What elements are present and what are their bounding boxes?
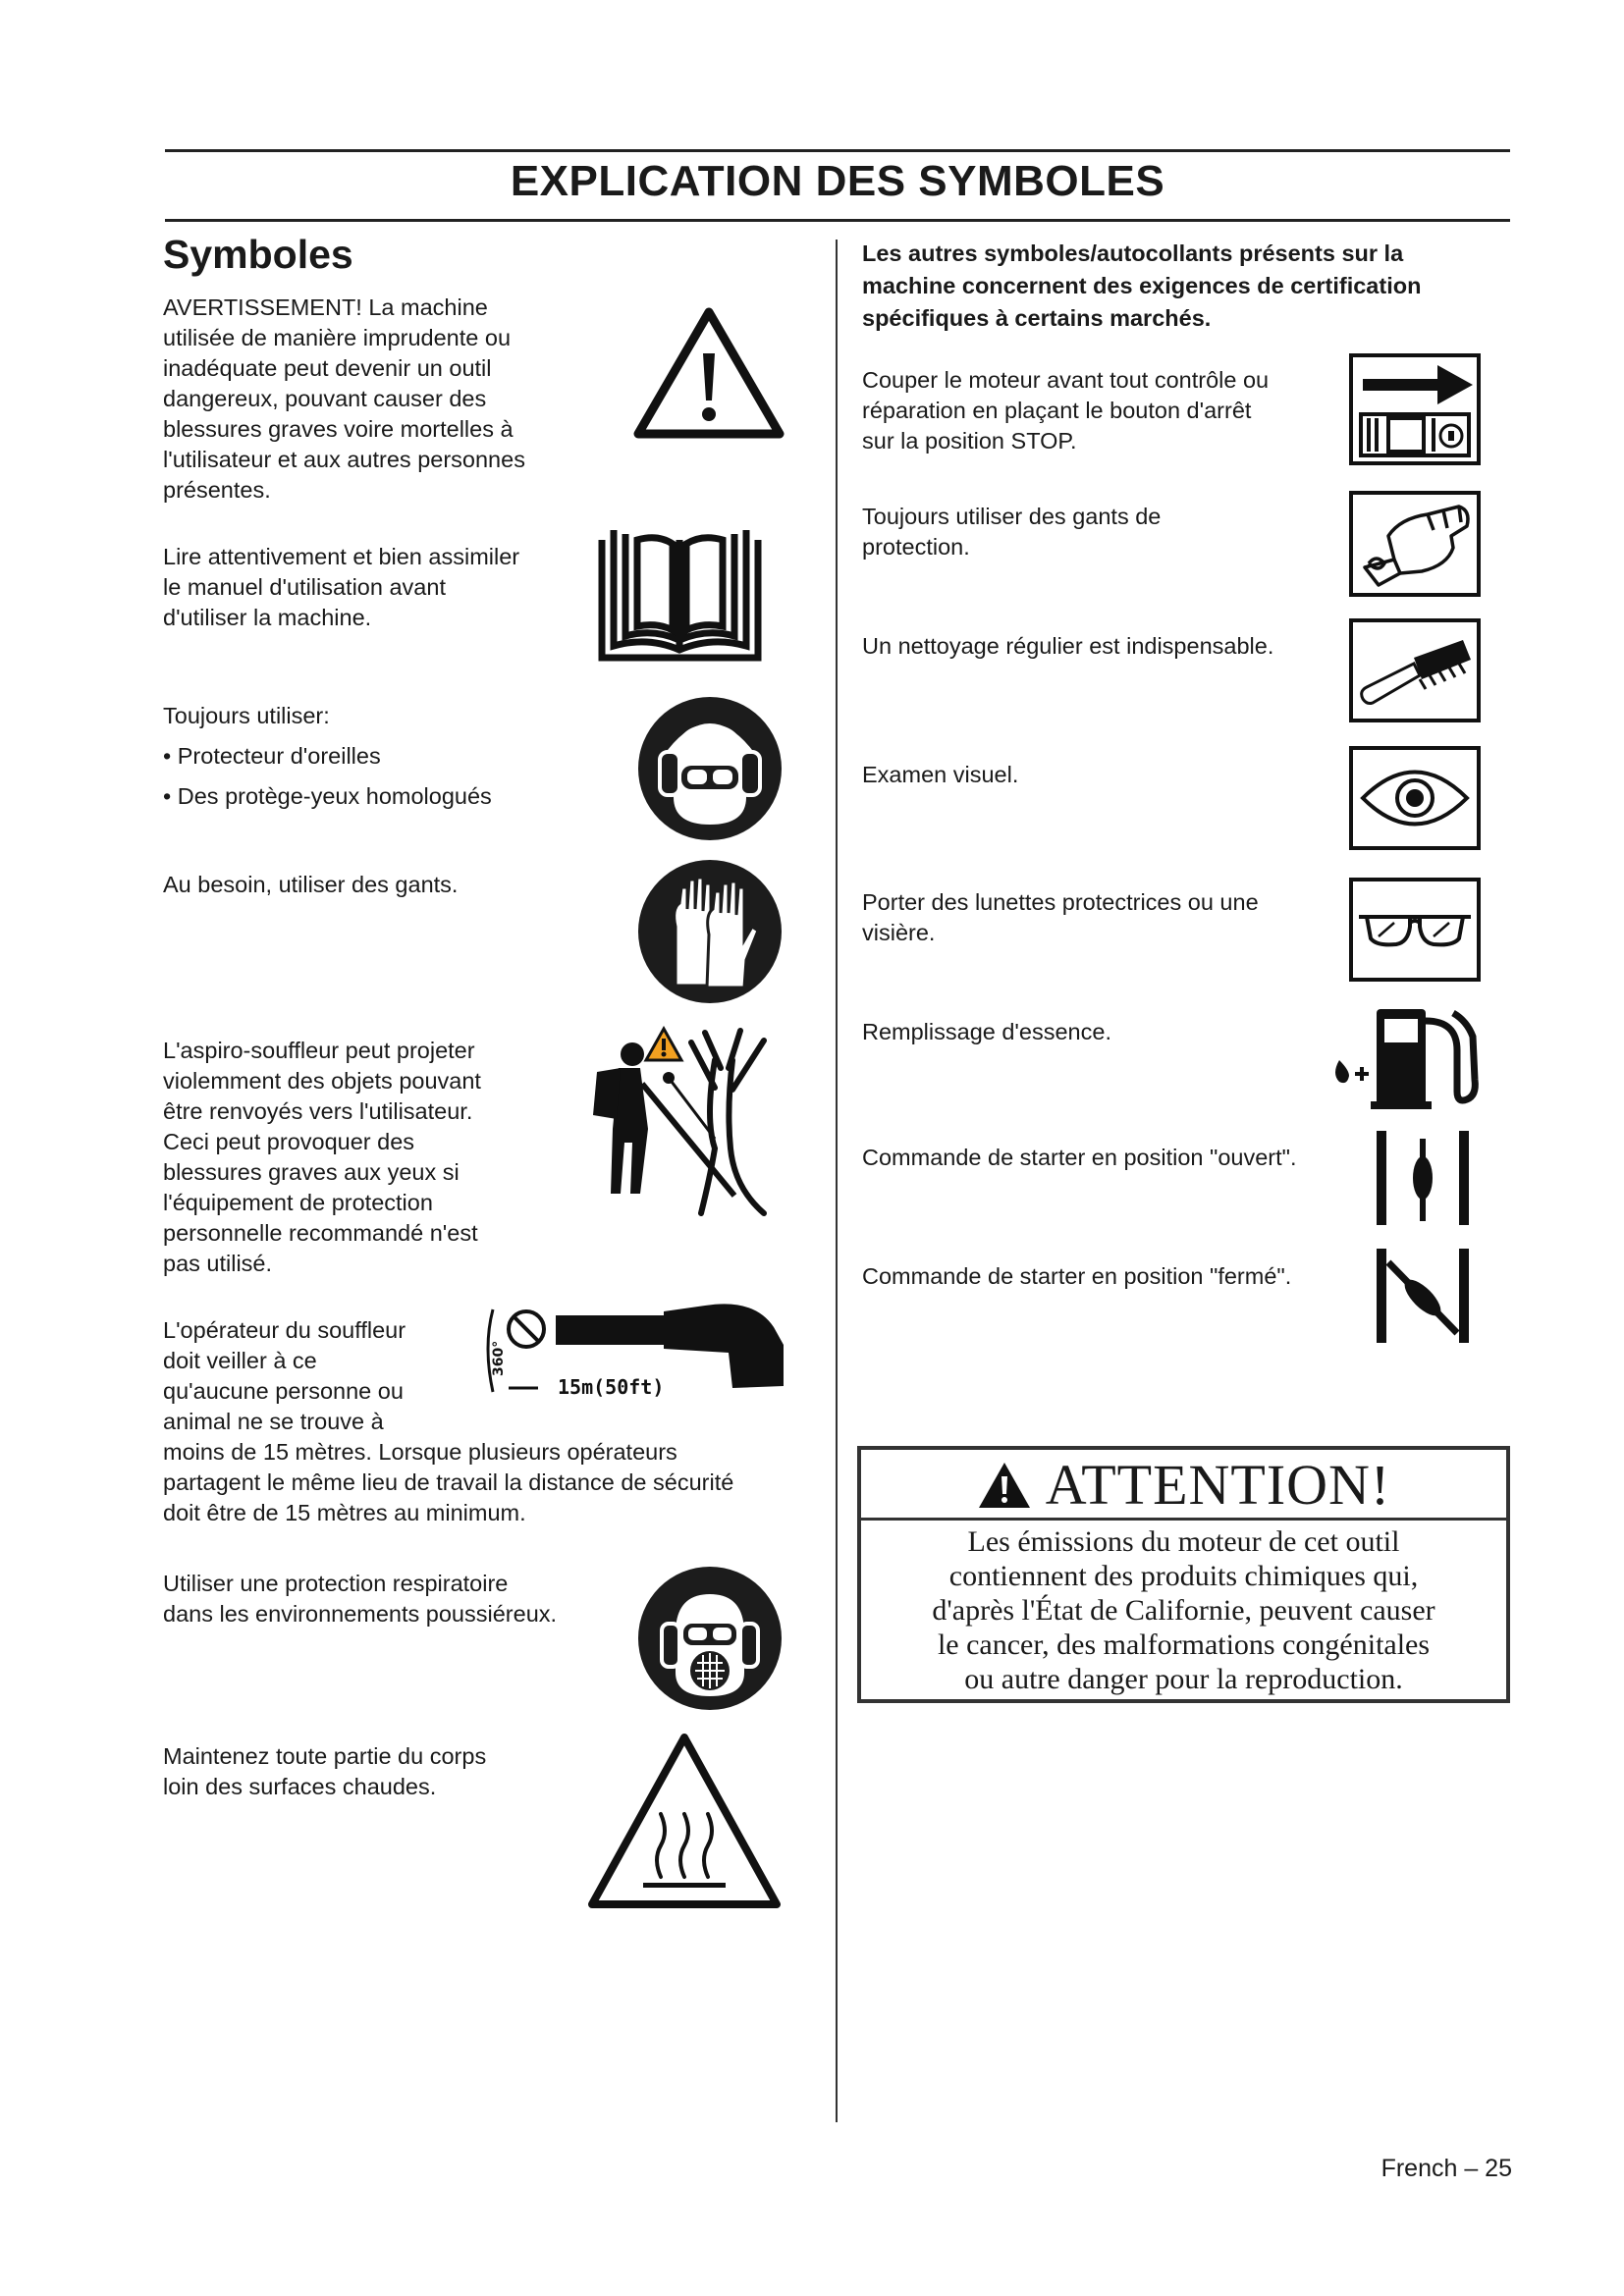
text-line: présentes. (163, 477, 271, 503)
symbol-text-glove (862, 502, 1294, 562)
text-line: Utiliser une protection respiratoire (163, 1571, 509, 1596)
text-line: qu'aucune personne ou (163, 1378, 404, 1404)
symbol-text-respiratory (163, 1569, 615, 1629)
text-line: doit veiller à ce (163, 1348, 317, 1373)
text-line: l'utilisateur et aux autres personnes (163, 447, 525, 472)
text-line: Couper le moteur avant tout contrôle ou (862, 367, 1270, 393)
angle-label: 360° (491, 1340, 507, 1376)
stop-switch-icon (1349, 353, 1481, 465)
text-line: protection. (862, 534, 970, 560)
text-line: Toujours utiliser des gants de (862, 504, 1162, 529)
text-line: le manuel d'utilisation avant (163, 574, 446, 600)
text-line: Commande de starter en position "ouvert". (862, 1145, 1297, 1170)
section-title: Symboles (163, 232, 353, 277)
text-line: • Protecteur d'oreilles (163, 743, 381, 769)
text-line: partagent le même lieu de travail la distance de sécurité (163, 1469, 734, 1495)
safety-glasses-icon (1349, 878, 1481, 982)
symbol-text-choke-closed (862, 1261, 1353, 1292)
attention-heading-text: ATTENTION! (1045, 1453, 1391, 1517)
symbol-text-visual (862, 760, 1294, 790)
symbol-text-choke-open (862, 1143, 1353, 1173)
text-line: Toujours utiliser: (163, 703, 330, 728)
fuel-pump-icon (1329, 1001, 1487, 1111)
text-line: L'aspiro-souffleur peut projeter (163, 1038, 475, 1063)
header-top-rule (165, 149, 1510, 152)
attention-heading (861, 1450, 1506, 1521)
respiratory-protection-icon (636, 1565, 784, 1712)
text-line: d'après l'État de Californie, peuvent causer (932, 1594, 1435, 1627)
text-line: dans les environnements poussiéreux. (163, 1601, 558, 1627)
text-line: Au besoin, utiliser des gants. (163, 872, 459, 897)
text-line: Commande de starter en position "fermé". (862, 1263, 1292, 1289)
choke-open-icon (1369, 1127, 1477, 1229)
symbol-text-ppe (163, 701, 595, 812)
text-line: pas utilisé. (163, 1251, 273, 1276)
safety-distance-icon (479, 1298, 793, 1406)
attention-body (861, 1524, 1506, 1696)
column-divider (836, 240, 838, 2122)
hot-surface-icon (584, 1730, 785, 1914)
text-line: Remplissage d'essence. (862, 1019, 1111, 1044)
gloves-icon (636, 858, 784, 1005)
symbol-text-warning (163, 293, 595, 506)
text-line: le cancer, des malformations congénitales (937, 1629, 1431, 1661)
text-line: sur la position STOP. (862, 428, 1077, 454)
text-line: inadéquate peut devenir un outil (163, 355, 492, 381)
header-bottom-rule (165, 219, 1510, 222)
choke-closed-icon (1369, 1243, 1477, 1349)
text-line: Examen visuel. (862, 762, 1019, 787)
text-line: Lire attentivement et bien assimiler (163, 544, 520, 569)
symbol-text-fuel (862, 1017, 1294, 1047)
text-line: être renvoyés vers l'utilisateur. (163, 1098, 473, 1124)
text-line: Les émissions du moteur de cet outil (967, 1525, 1400, 1558)
text-line: AVERTISSEMENT! La machine (163, 294, 488, 320)
text-line: ou autre danger pour la reproduction. (964, 1663, 1403, 1695)
symbol-text-cleaning (862, 631, 1333, 662)
symbol-text-manual (163, 542, 595, 633)
text-line: Porter des lunettes protectrices ou une (862, 889, 1259, 915)
text-line: • Des protège-yeux homologués (163, 783, 492, 809)
open-manual-icon (594, 520, 766, 667)
symbol-text-stop (862, 365, 1333, 456)
text-line: Maintenez toute partie du corps (163, 1743, 487, 1769)
warning-triangle-icon (632, 304, 785, 442)
text-line: loin des surfaces chaudes. (163, 1774, 437, 1799)
symbol-text-thrown-objects (163, 1036, 556, 1279)
page-number: French – 25 (1380, 2155, 1512, 2182)
text-line: dangereux, pouvant causer des (163, 386, 487, 411)
text-line: d'utiliser la machine. (163, 605, 372, 630)
symbol-text-glasses (862, 887, 1314, 948)
certification-intro: Les autres symboles/autocollants présents sur la machine concernent des exigences de certification spécifiques à certains marchés. (862, 240, 1422, 331)
text-line: L'opérateur du souffleur (163, 1317, 406, 1343)
text-line: utilisée de manière imprudente ou (163, 325, 512, 350)
page-title: EXPLICATION DES SYMBOLES (510, 157, 1165, 205)
symbol-text-hot-surface (163, 1741, 595, 1802)
attention-warning-box (857, 1446, 1510, 1703)
warning-triangle-icon (977, 1461, 1032, 1510)
text-line: blessures graves voire mortelles à (163, 416, 514, 442)
visual-inspection-eye-icon (1349, 746, 1481, 850)
text-line: personnelle recommandé n'est (163, 1220, 478, 1246)
text-line: blessures graves aux yeux si (163, 1159, 460, 1185)
ear-eye-protection-icon (636, 695, 784, 842)
cleaning-brush-icon (1349, 618, 1481, 722)
text-line: moins de 15 mètres. Lorsque plusieurs opérateurs (163, 1439, 677, 1465)
text-line: doit être de 15 mètres au minimum. (163, 1500, 526, 1525)
text-line: l'équipement de protection (163, 1190, 433, 1215)
protective-glove-icon (1349, 491, 1481, 597)
text-line: réparation en plaçant le bouton d'arrêt (862, 398, 1252, 423)
text-line: Un nettoyage régulier est indispensable. (862, 633, 1274, 659)
text-line: Ceci peut provoquer des (163, 1129, 415, 1154)
text-line: visière. (862, 920, 936, 945)
distance-label: 15m(50ft) (558, 1375, 665, 1399)
thrown-objects-icon (568, 1021, 793, 1217)
text-line: animal ne se trouve à (163, 1409, 384, 1434)
text-line: violemment des objets pouvant (163, 1068, 481, 1094)
symbol-text-gloves (163, 870, 595, 900)
text-line: contiennent des produits chimiques qui, (948, 1560, 1419, 1592)
